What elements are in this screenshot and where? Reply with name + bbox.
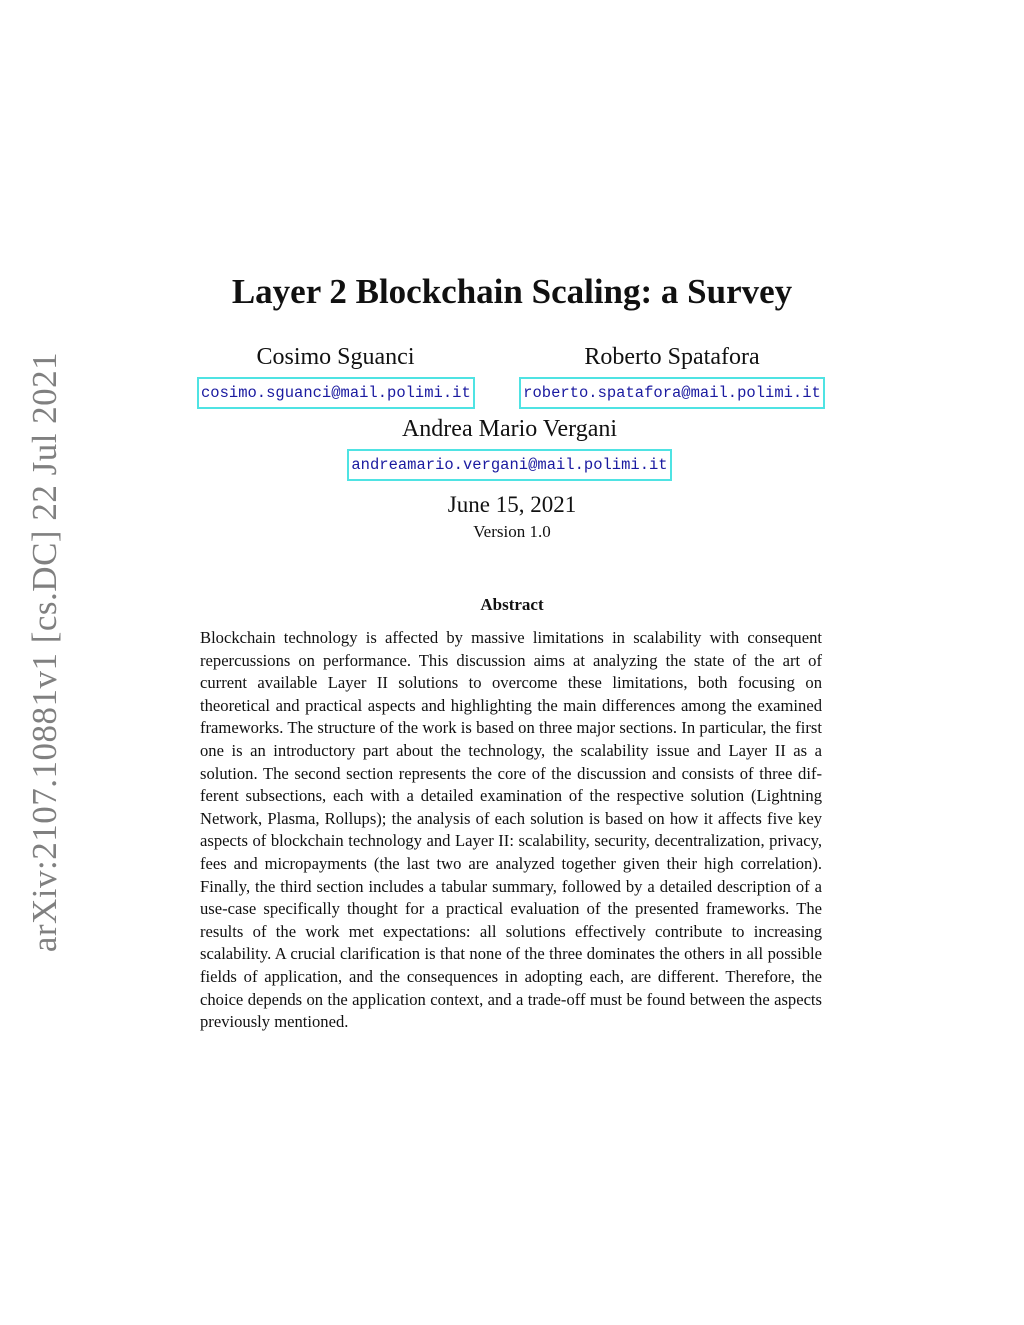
- arxiv-identifier-stamp: arXiv:2107.10881v1 [cs.DC] 22 Jul 2021: [25, 351, 64, 953]
- author-name: Andrea Mario Vergani: [401, 416, 618, 442]
- author-email-link[interactable]: andreamario.vergani@mail.polimi.it: [347, 449, 671, 481]
- author-block: [197, 343, 474, 409]
- paper-version: Version 1.0: [473, 522, 551, 541]
- abstract-heading: Abstract: [480, 595, 544, 614]
- author-name: Roberto Spatafora: [584, 344, 760, 370]
- abstract-text: Blockchain technology is affected by massive limitations in scalability with consequent repercussions on performance. This discussion aims at analyzing the state of the art of current available Layer II solutions to overcome these limitations, both focusing on theoretical and practical aspects and highlighting the main differences among the examined frameworks. The structure of the work is based on three major sections. In particular, the first one is an introductory part about the technology, the scalability issue and Layer II as a solution. The second section represents the core of the discussion and consists of three different subsections, each with a detailed examination of the respective solution (Lightning Network, Plasma, Rollups); the analysis of each solution is based on how it affects five key aspects of blockchain technology and Layer II: scalability, security, decentralization, privacy, fees and micropayments (the last two are analyzed together given their high correlation). Finally, the third section includes a tabular summary, followed by a detailed description of a use-case specifically thought for a practical evaluation of the presented frameworks. The results of the work met expectations: all solutions effectively contribute to increasing scalability. A crucial clarification is that none of the three dominates the others in all possible fields of application, and the consequences in adopting each, are different. Therefore, the choice depends on the application context, and a trade-off must be found between the aspects previously mentioned.: [200, 628, 822, 1032]
- author-email-link[interactable]: roberto.spatafora@mail.polimi.it: [519, 377, 825, 409]
- author-block: [519, 343, 825, 409]
- paper-title: Layer 2 Blockchain Scaling: a Survey: [231, 272, 793, 311]
- author-email-link[interactable]: cosimo.sguanci@mail.polimi.it: [197, 377, 475, 409]
- author-block: [346, 415, 673, 481]
- paper-date: June 15, 2021: [447, 492, 577, 517]
- author-name: Cosimo Sguanci: [256, 344, 415, 370]
